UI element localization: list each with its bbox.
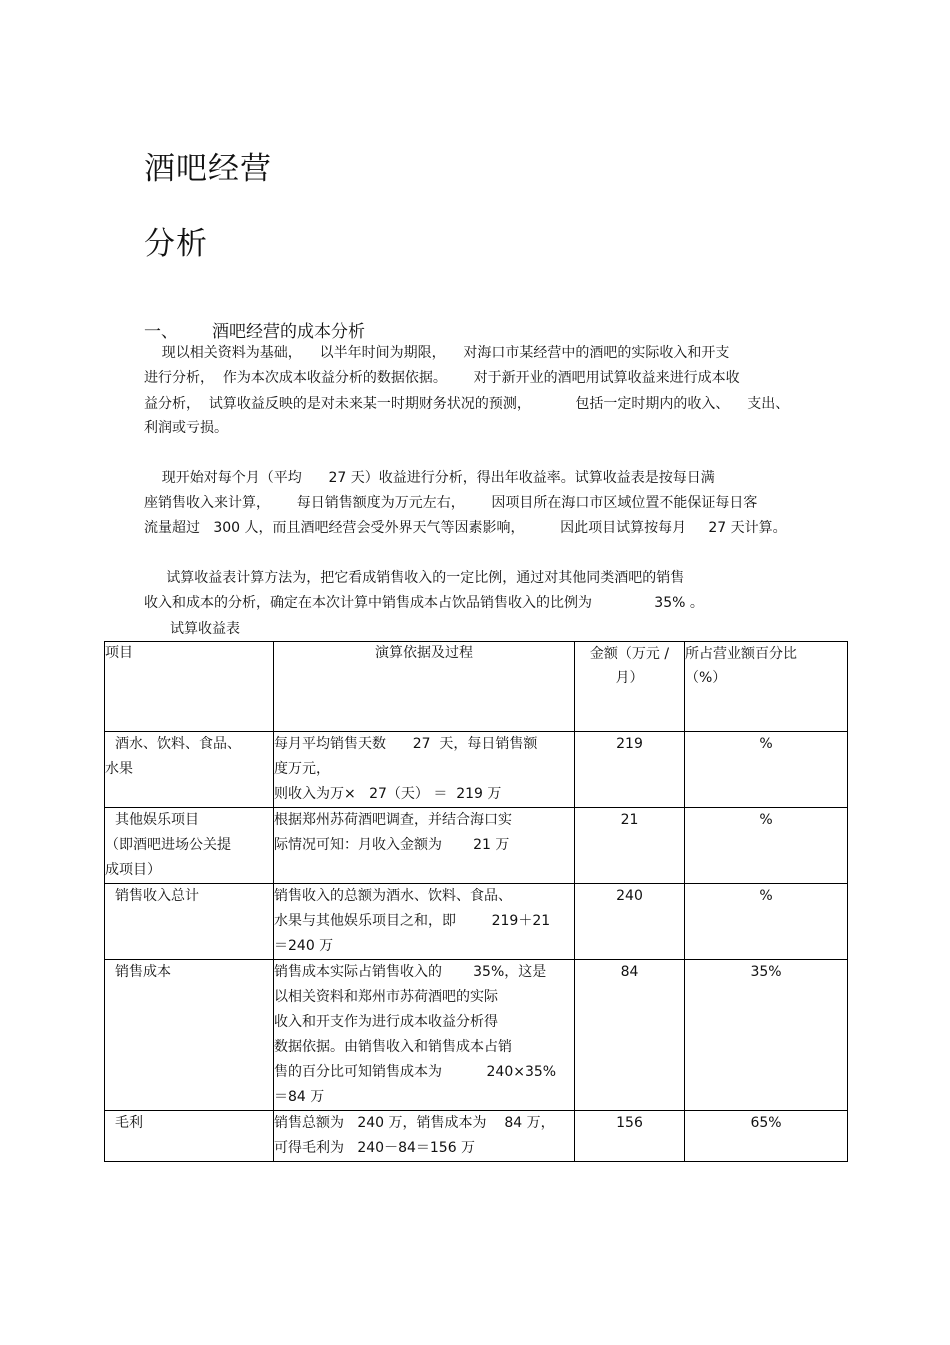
section-number: 一、 <box>144 322 178 342</box>
row-basis-line: 售的百分比可知销售成本为 240×35% <box>274 1064 557 1080</box>
header-amount-line-2: 月） <box>615 670 644 686</box>
paragraph-1-line-1: 现以相关资料为基础， 以半年时间为期限， 对海口市某经营中的酒吧的实际收入和开支 <box>144 345 730 361</box>
table-row <box>105 808 848 884</box>
trial-income-table <box>104 641 848 1162</box>
row-item-line: 销售收入总计 <box>115 888 199 904</box>
row-basis-line: 以相关资料和郑州市苏荷酒吧的实际 <box>274 989 498 1005</box>
table-row <box>105 884 848 960</box>
row-basis-line: 可得毛利为 240－84＝156 万 <box>274 1140 476 1156</box>
row-percent: 35% <box>685 960 848 1111</box>
paragraph-3-line-1: 试算收益表计算方法为，把它看成销售收入的一定比例，通过对其他同类酒吧的销售 <box>144 570 685 586</box>
row-percent: % <box>685 732 848 808</box>
row-item <box>105 960 274 1111</box>
row-item-line: 成项目） <box>105 862 161 878</box>
row-basis-line: ＝240 万 <box>274 938 334 954</box>
row-basis-line: 则收入为万× 27（天） ＝ 219 万 <box>274 786 502 802</box>
row-item-line: 其他娱乐项目 <box>115 812 199 828</box>
row-basis-line: ＝84 万 <box>274 1089 325 1105</box>
row-item <box>105 732 274 808</box>
row-item <box>105 808 274 884</box>
header-percent <box>685 642 848 732</box>
table-row <box>105 1111 848 1162</box>
row-basis-line: 收入和开支作为进行成本收益分析得 <box>274 1014 498 1030</box>
paragraph-2-line-3: 流量超过 300 人，而且酒吧经营会受外界天气等因素影响， 因此项目试算按每月 27 天计算。 <box>144 520 787 536</box>
row-item-line: 酒水、饮料、食品、 <box>115 736 241 752</box>
row-basis-line: 销售成本实际占销售收入的 35%，这是 <box>274 964 547 980</box>
paragraph-2-line-1: 现开始对每个月（平均 27 天）收益进行分析，得出年收益率。试算收益表是按每日满 <box>144 470 715 486</box>
row-amount: 21 <box>575 808 685 884</box>
header-basis: 演算依据及过程 <box>274 642 575 732</box>
row-basis-line: 际情况可知：月收入金额为 21 万 <box>274 837 510 853</box>
row-basis <box>274 732 575 808</box>
row-basis <box>274 808 575 884</box>
section-title: 酒吧经营的成本分析 <box>212 322 365 342</box>
paragraph-1-line-2: 进行分析， 作为本次成本收益分析的数据依据。 对于新开业的酒吧用试算收益来进行成本收 <box>144 370 740 386</box>
row-percent: % <box>685 808 848 884</box>
row-basis-line: 水果与其他娱乐项目之和，即 219＋21 <box>274 913 551 929</box>
row-basis-line: 根据郑州苏荷酒吧调查，并结合海口实 <box>274 812 512 828</box>
header-item: 项目 <box>105 642 274 732</box>
row-basis-line: 度万元， <box>274 761 330 777</box>
header-percent-line-1: 所占营业额百分比 <box>685 646 797 662</box>
row-item-line: 毛利 <box>115 1115 143 1131</box>
paragraph-2-line-2: 座销售收入来计算， 每日销售额度为万元左右， 因项目所在海口市区域位置不能保证每日客 <box>144 495 758 511</box>
row-percent: 65% <box>685 1111 848 1162</box>
table-caption: 试算收益表 <box>170 621 240 637</box>
row-item-line: 水果 <box>105 761 133 777</box>
header-percent-line-2: （%） <box>685 670 727 686</box>
table-row <box>105 960 848 1111</box>
row-amount: 84 <box>575 960 685 1111</box>
header-amount-line-1: 金额（万元 / <box>589 646 670 662</box>
row-amount: 219 <box>575 732 685 808</box>
paragraph-1-line-4: 利润或亏损。 <box>144 420 228 436</box>
row-basis <box>274 884 575 960</box>
row-basis-line: 每月平均销售天数 27 天，每日销售额 <box>274 736 538 752</box>
header-amount <box>575 642 685 732</box>
row-basis-line: 数据依据。由销售收入和销售成本占销 <box>274 1039 512 1055</box>
document-title-line-2: 分析 <box>144 226 208 262</box>
table-row <box>105 732 848 808</box>
row-basis <box>274 1111 575 1162</box>
row-item <box>105 884 274 960</box>
section-heading <box>144 317 365 342</box>
row-basis-line: 销售收入的总额为酒水、饮料、食品、 <box>274 888 512 904</box>
row-amount: 240 <box>575 884 685 960</box>
row-basis <box>274 960 575 1111</box>
row-item-line: （即酒吧进场公关提 <box>105 837 231 853</box>
paragraph-3-line-2: 收入和成本的分析，确定在本次计算中销售成本占饮品销售收入的比例为 35% 。 <box>144 595 704 611</box>
row-basis-line: 销售总额为 240 万，销售成本为 84 万， <box>274 1115 555 1131</box>
row-percent: % <box>685 884 848 960</box>
paragraph-1-line-3: 益分析， 试算收益反映的是对未来某一时期财务状况的预测， 包括一定时期内的收入、 支出、 <box>144 396 790 412</box>
row-item-line: 销售成本 <box>115 964 171 980</box>
table-header-row <box>105 642 848 732</box>
row-item <box>105 1111 274 1162</box>
document-title-line-1: 酒吧经营 <box>144 151 272 187</box>
row-amount: 156 <box>575 1111 685 1162</box>
